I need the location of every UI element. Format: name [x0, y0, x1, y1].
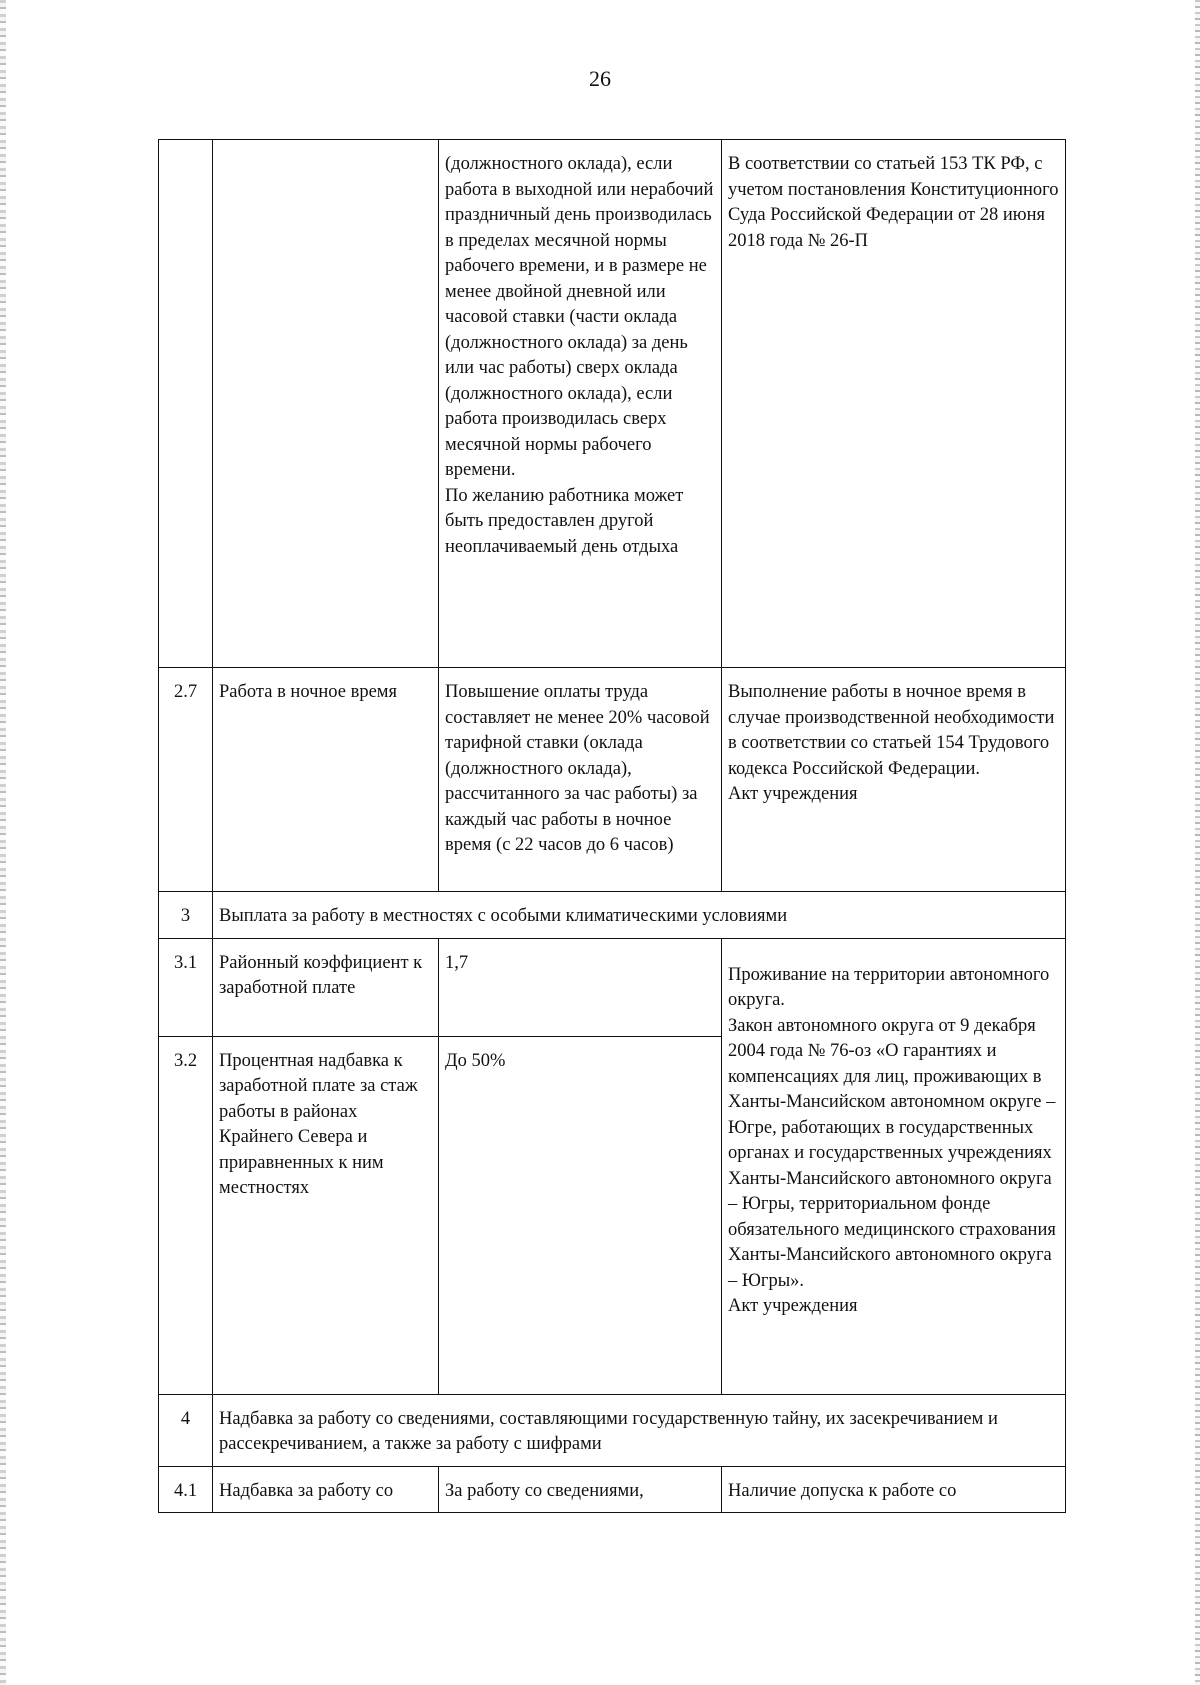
row-number-cell: 3.1	[159, 938, 213, 1036]
section-title-cell: Надбавка за работу со сведениями, составляющими государственную тайну, их засекречиванием и рассекречиванием, а также за работу с шифрами	[213, 1394, 1066, 1466]
section-number-cell: 3	[159, 892, 213, 939]
section-header-row	[159, 1394, 1066, 1466]
page-number: 26	[589, 66, 611, 91]
row-number-cell: 3.2	[159, 1036, 213, 1394]
table-row	[159, 938, 1066, 1036]
payment-name-cell: Процентная надбавка к заработной плате за стаж работы в районах Крайнего Севера и приравненных к ним местностях	[213, 1036, 439, 1394]
table-row	[159, 668, 1066, 892]
cell-text: Повышение оплаты труда составляет не менее 20% часовой тарифной ставки (оклада (должностного оклада), рассчитанного за час работы) за каждый час работы в ночное время (с 22 часов до 6 часов)	[445, 682, 710, 855]
section-number-cell: 4	[159, 1394, 213, 1466]
cell-text: Выполнение работы в ночное время в случае производственной необходимости в соответствии со статьей 154 Трудового кодекса Российской Федерации.	[728, 682, 1055, 779]
section-title-cell: Выплата за работу в местностях с особыми климатическими условиями	[213, 892, 1066, 939]
cell-text: Закон автономного округа от 9 декабря 2004 года № 76-оз «О гарантиях и компенсациях для лиц, проживающих в Ханты-Мансийском автономном округе – Югре, работающих в государственных органах и государственных учреждениях Ханты-Мансийского автономного округа – Югры, территориальном фонде обязательного медицинского страхования Ханты-Мансийского автономного округа – Югры».	[728, 1015, 1056, 1291]
payment-name-cell	[213, 140, 439, 668]
cell-text: По желанию работника может быть предоставлен другой неоплачиваемый день отдыха	[445, 485, 684, 557]
payment-size-cell	[439, 668, 722, 892]
payment-size-cell: 1,7	[439, 938, 722, 1036]
cell-text: (должностного оклада), если работа в выходной или нерабочий праздничный день производилась в пределах месячной нормы рабочего времени, и в размере не менее двойной дневной или часовой ставки (части оклада (должностного оклада) за день или час работы) сверх оклада (должностного оклада), если работа производилась сверх месячной нормы рабочего времени.	[445, 154, 714, 480]
payment-name-cell: Районный коэффициент к заработной плате	[213, 938, 439, 1036]
payment-basis-cell	[722, 668, 1066, 892]
payment-name-cell: Надбавка за работу со	[213, 1466, 439, 1513]
payment-basis-cell: Наличие допуска к работе со	[722, 1466, 1066, 1513]
payment-basis-cell	[722, 938, 1066, 1394]
scan-edge-left	[0, 0, 6, 1685]
payment-size-cell: За работу со сведениями,	[439, 1466, 722, 1513]
row-number-cell: 2.7	[159, 668, 213, 892]
payments-table	[158, 139, 1066, 1513]
table-row	[159, 1466, 1066, 1513]
payment-size-cell: До 50%	[439, 1036, 722, 1394]
cell-text: Акт учреждения	[728, 1296, 858, 1316]
cell-text: Проживание на территории автономного округа.	[728, 964, 1050, 1010]
payment-size-cell	[439, 140, 722, 668]
row-number-cell: 4.1	[159, 1466, 213, 1513]
scan-edge-right	[1195, 0, 1200, 1685]
cell-text: Акт учреждения	[728, 784, 858, 804]
payment-basis-cell	[722, 140, 1066, 668]
section-header-row	[159, 892, 1066, 939]
row-number-cell	[159, 140, 213, 668]
cell-text: В соответствии со статьей 153 ТК РФ, с учетом постановления Конституционного Суда Российской Федерации от 28 июня 2018 года № 26-П	[728, 154, 1059, 251]
table-row	[159, 140, 1066, 668]
payment-name-cell: Работа в ночное время	[213, 668, 439, 892]
